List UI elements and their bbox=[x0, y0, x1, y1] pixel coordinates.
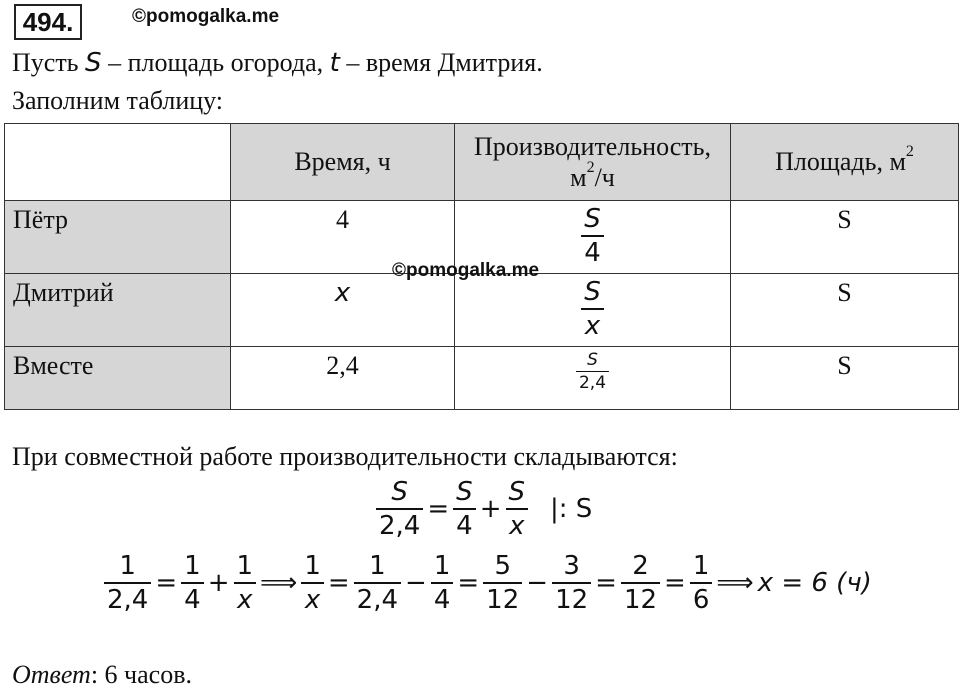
header-empty bbox=[5, 124, 231, 201]
answer-text: : 6 часов. bbox=[90, 660, 192, 689]
fraction: $\frac{1}{6}$ bbox=[690, 552, 713, 614]
fraction: $\frac{S}{4}$ bbox=[581, 205, 604, 267]
fraction: $\frac{1}{2,4}$ bbox=[104, 552, 151, 614]
header-productivity bbox=[455, 124, 731, 201]
row-name: Пётр bbox=[5, 201, 231, 274]
row-productivity bbox=[455, 274, 731, 347]
fraction: $\frac{S}{x}$ bbox=[581, 278, 604, 340]
fraction: $\frac{1}{4}$ bbox=[431, 552, 454, 614]
row-name: Вместе bbox=[5, 347, 231, 410]
fraction: $\frac{S}{2,4}$ bbox=[576, 351, 609, 393]
fraction: $\frac{S}{2,4}$ bbox=[376, 478, 423, 540]
sum-text: При совместной работе производительности складываются: bbox=[12, 442, 678, 471]
fraction: $\frac{1}{4}$ bbox=[181, 552, 204, 614]
row-name: Дмитрий bbox=[5, 274, 231, 347]
row-area: S bbox=[731, 347, 959, 410]
intro-pre: Пусть bbox=[12, 48, 86, 77]
watermark-middle: ©pomogalka.me bbox=[392, 260, 540, 281]
var-s: S bbox=[85, 48, 102, 78]
fill-table-text: Заполним таблицу: bbox=[12, 86, 224, 115]
fraction: $\frac{S}{4}$ bbox=[453, 478, 476, 540]
header-time: Время, ч bbox=[231, 124, 455, 201]
header-area: Площадь, $м^2$ bbox=[731, 124, 959, 201]
answer-line bbox=[12, 660, 192, 690]
problem-number: 494. bbox=[14, 4, 82, 40]
intro-mid: – площадь огорода, bbox=[101, 48, 330, 77]
fraction: $\frac{1}{x}$ bbox=[301, 552, 324, 614]
divide-note: |: S bbox=[550, 494, 593, 525]
intro-line bbox=[12, 48, 543, 78]
answer-label: Ответ bbox=[12, 660, 91, 689]
table-row bbox=[5, 274, 959, 347]
row-time: 2,4 bbox=[231, 347, 455, 410]
header-productivity-label: Производительность, bbox=[473, 131, 711, 161]
equation-1: $\frac{S}{2,4}$ = $\frac{S}{4}$ + $\frac{S}{x}$ |: S bbox=[376, 478, 596, 540]
fraction: $\frac{3}{12}$ bbox=[552, 552, 591, 614]
equation-2: $\frac{1}{2,4}$ = $\frac{1}{4}$ + $\frac{1}{x}$ ⟹ $\frac{1}{x}$ = $\frac{1}{2,4}$ − $\frac{1}{4}$ = $\frac{5}{12}$ − $\frac{3}{12}$ = $\frac{2}{12}$ = $\frac{1}{6}$ ⟹ x = 6 (ч) bbox=[104, 552, 872, 614]
row-time: x bbox=[231, 274, 455, 347]
watermark-top: ©pomogalka.me bbox=[132, 6, 280, 27]
row-area: S bbox=[731, 274, 959, 347]
fraction: $\frac{2}{12}$ bbox=[621, 552, 660, 614]
row-productivity bbox=[455, 347, 731, 410]
row-area: S bbox=[731, 201, 959, 274]
var-t: t bbox=[329, 48, 340, 78]
table-row bbox=[5, 347, 959, 410]
fraction: $\frac{1}{x}$ bbox=[234, 552, 257, 614]
fraction: $\frac{1}{2,4}$ bbox=[354, 552, 401, 614]
fraction: $\frac{5}{12}$ bbox=[483, 552, 522, 614]
result: x = 6 (ч) bbox=[757, 568, 872, 599]
header-productivity-unit: $м^2/ч$ bbox=[570, 159, 615, 192]
fraction: $\frac{S}{x}$ bbox=[506, 478, 529, 540]
intro-post: – время Дмитрия. bbox=[339, 48, 543, 77]
row-time: 4 bbox=[231, 201, 455, 274]
